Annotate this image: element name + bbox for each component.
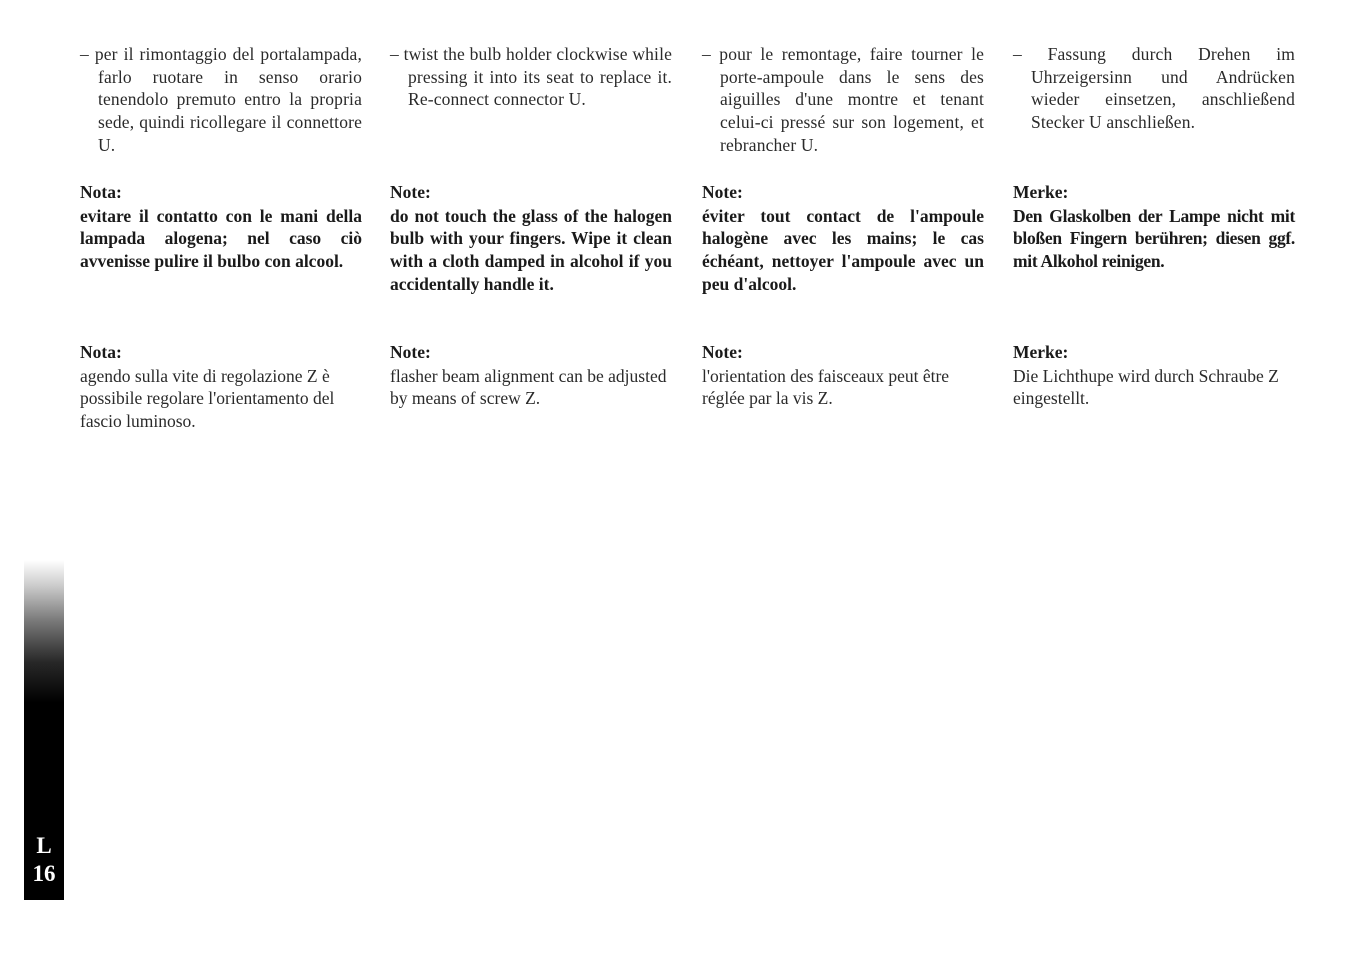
note-heading: Merke: (1013, 342, 1069, 362)
intro-block (80, 43, 362, 157)
intro-text: – Fassung durch Drehen im Uhrzeigersinn und Andrücken wieder einsetzen, anschließend Stecker U anschließen. (1013, 44, 1295, 133)
note-text: agendo sulla vite di regolazione Z è possibile regolare l'orientamento del fascio luminoso. (80, 365, 335, 432)
note-text: evitare il contatto con le mani della lampada alogena; nel caso ciò avvenisse pulire il bulbo con alcool. (80, 205, 362, 272)
note-heading: Merke: (1013, 182, 1069, 202)
note-text: Den Glaskolben der Lampe nicht mit bloßen Fingern berühren; diesen ggf. mit Alkohol reinigen. (1013, 205, 1295, 272)
note-block (702, 181, 984, 296)
note-heading: Note: (702, 182, 743, 202)
note-text: flasher beam alignment can be adjusted by means of screw Z. (390, 365, 667, 409)
intro-block (390, 43, 672, 111)
intro-text: – twist the bulb holder clockwise while pressing it into its seat to replace it. Re-connect connector U. (390, 44, 672, 110)
intro-text: – pour le remontage, faire tourner le porte-ampoule dans le sens des aiguilles d'une montre et tenant celui-ci pressé sur son logement, et rebrancher U. (702, 44, 984, 155)
page-number: 16 (32, 861, 56, 886)
note-heading: Nota: (80, 342, 122, 362)
note-heading: Note: (390, 182, 431, 202)
note-block (390, 181, 672, 296)
note-text: Die Lichthupe wird durch Schraube Z eingestellt. (1013, 365, 1279, 409)
section-letter: L (36, 833, 52, 858)
note-block (1013, 341, 1295, 410)
note-block (1013, 181, 1295, 273)
note-block (702, 341, 984, 410)
intro-text: – per il rimontaggio del portalampada, farlo ruotare in senso orario tenendolo premuto entro la propria sede, quindi ricollegare il connettore U. (80, 44, 362, 155)
note-heading: Note: (390, 342, 431, 362)
note-heading: Note: (702, 342, 743, 362)
note-block (390, 341, 672, 410)
note-block (80, 181, 362, 273)
note-text: l'orientation des faisceaux peut être réglée par la vis Z. (702, 365, 950, 409)
note-text: do not touch the glass of the halogen bulb with your fingers. Wipe it clean with a cloth damped in alcohol if you accidentally handle it. (390, 205, 672, 294)
note-block (80, 341, 362, 433)
note-heading: Nota: (80, 182, 122, 202)
page-tab-label (24, 832, 64, 888)
note-text: éviter tout contact de l'ampoule halogène avec les mains; le cas échéant, nettoyer l'ampoule avec un peu d'alcool. (702, 205, 984, 294)
intro-block (1013, 43, 1295, 134)
intro-block (702, 43, 984, 157)
